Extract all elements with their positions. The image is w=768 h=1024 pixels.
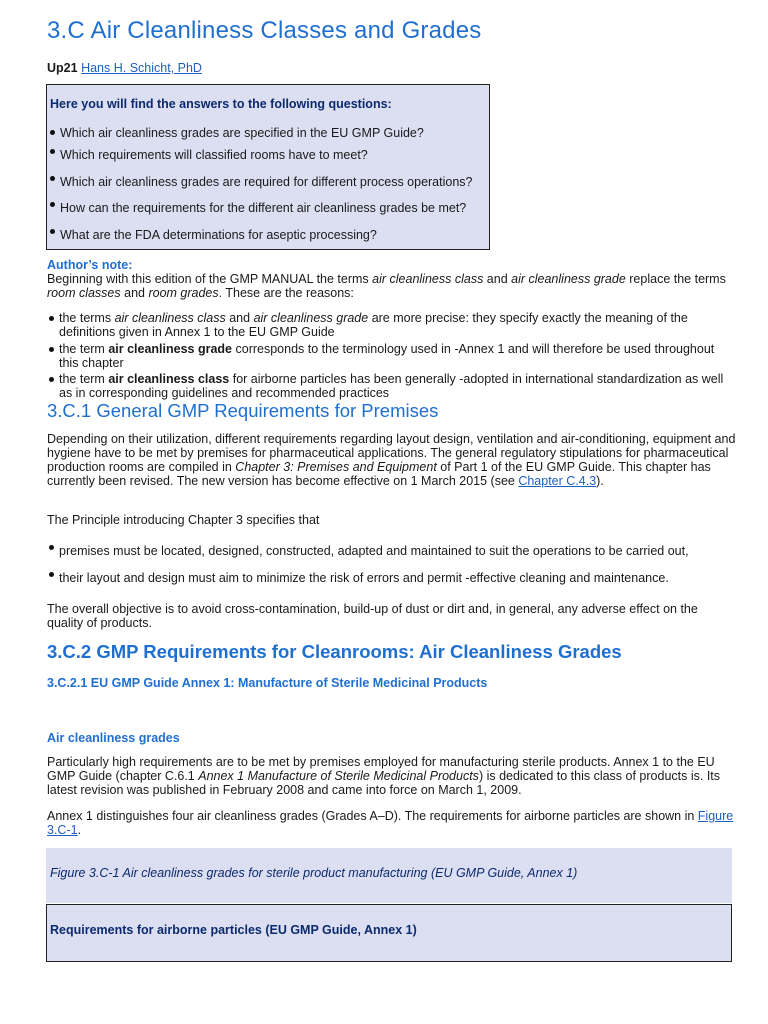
questions-box [46,84,490,250]
question-item: Which air cleanliness grades are specified in the EU GMP Guide? [50,126,424,140]
section-1-paragraph: The overall objective is to avoid cross-contamination, build-up of dust or dirt and, in general, any adverse effect on the quality of products. [47,602,698,630]
bullet-icon [49,377,54,382]
list-item: the terms air cleanliness class and air cleanliness grade are more precise: they specify exactly the meaning of the definitions given in Annex 1 to the EU GMP Guide [47,311,737,339]
table-heading-box [46,904,732,962]
section-1-paragraph: The Principle introducing Chapter 3 specifies that [47,513,320,527]
section-heading-2: 3.C.2 GMP Requirements for Cleanrooms: Air Cleanliness Grades [47,641,622,662]
figure-caption-box [46,848,732,903]
question-item: What are the FDA determinations for aseptic processing? [50,228,377,242]
question-item: Which requirements will classified rooms have to meet? [50,148,368,162]
list-item: the term air cleanliness class for airborne particles has been generally -adopted in international standardization as well as in corresponding guidelines and recommended practices [47,372,737,400]
chapter-link[interactable]: Chapter C.4.3 [518,474,597,488]
section-heading-1: 3.C.1 General GMP Requirements for Premises [47,400,439,421]
authors-note-intro: Beginning with this edition of the GMP MANUAL the terms air cleanliness class and air cleanliness grade replace the terms room classes and room grades. These are the reasons: [47,272,726,300]
bullet-icon [49,545,54,550]
bullet-icon [49,316,54,321]
bullet-icon [49,347,54,352]
bullet-icon [50,149,55,154]
list-item: their layout and design must aim to minimize the risk of errors and permit -effective cleaning and maintenance. [47,571,737,585]
section-2-paragraph: Particularly high requirements are to be met by premises employed for manufacturing sterile products. Annex 1 to the EU GMP Guide (chapter C.6.1 Annex 1 Manufacture of Sterile Medicinal Products) is dedicated to this class of products is. Its latest revision was published in February 2008 and came into force on March 1, 2009. [47,755,721,797]
subsection-heading: 3.C.2.1 EU GMP Guide Annex 1: Manufacture of Sterile Medicinal Products [47,676,488,690]
bullet-icon [50,130,55,135]
figure-link[interactable]: Figure 3.C-1 [47,809,734,837]
author-code: Up21 [47,61,78,75]
authors-note-heading: Author’s note: [47,258,133,272]
table-heading: Requirements for airborne particles (EU GMP Guide, Annex 1) [50,923,417,937]
list-item: the term air cleanliness grade corresponds to the terminology used in -Annex 1 and will therefore be used throughout this chapter [47,342,737,370]
question-item: Which air cleanliness grades are required for different process operations? [50,175,473,189]
bullet-icon [49,572,54,577]
bullet-icon [50,202,55,207]
bullet-icon [50,176,55,181]
figure-caption: Figure 3.C-1 Air cleanliness grades for sterile product manufacturing (EU GMP Guide, Annex 1) [50,866,578,880]
subsubsection-heading: Air cleanliness grades [47,731,180,745]
author-link[interactable]: Hans H. Schicht, PhD [81,61,202,75]
list-item: premises must be located, designed, constructed, adapted and maintained to suit the operations to be carried out, [47,544,737,558]
questions-heading: Here you will find the answers to the following questions: [50,97,392,111]
bullet-icon [50,229,55,234]
section-1-paragraph: Depending on their utilization, different requirements regarding layout design, ventilation and air-conditioning, equipment and hygiene have to be met by premises for pharmaceutical applications. The general regulatory stipulations for pharmaceutical production rooms are compiled in Chapter 3: Premises and Equipment of Part 1 of the EU GMP Guide. This chapter has currently been revised. The new version has become effective on 1 March 2015 (see Chapter C.4.3). [47,432,736,488]
question-item: How can the requirements for the different air cleanliness grades be met? [50,201,466,215]
section-2-paragraph: Annex 1 distinguishes four air cleanliness grades (Grades A–D). The requirements for airborne particles are shown in Figure 3.C-1. [47,809,734,837]
author-line [47,61,202,75]
page-title: 3.C Air Cleanliness Classes and Grades [47,17,482,44]
